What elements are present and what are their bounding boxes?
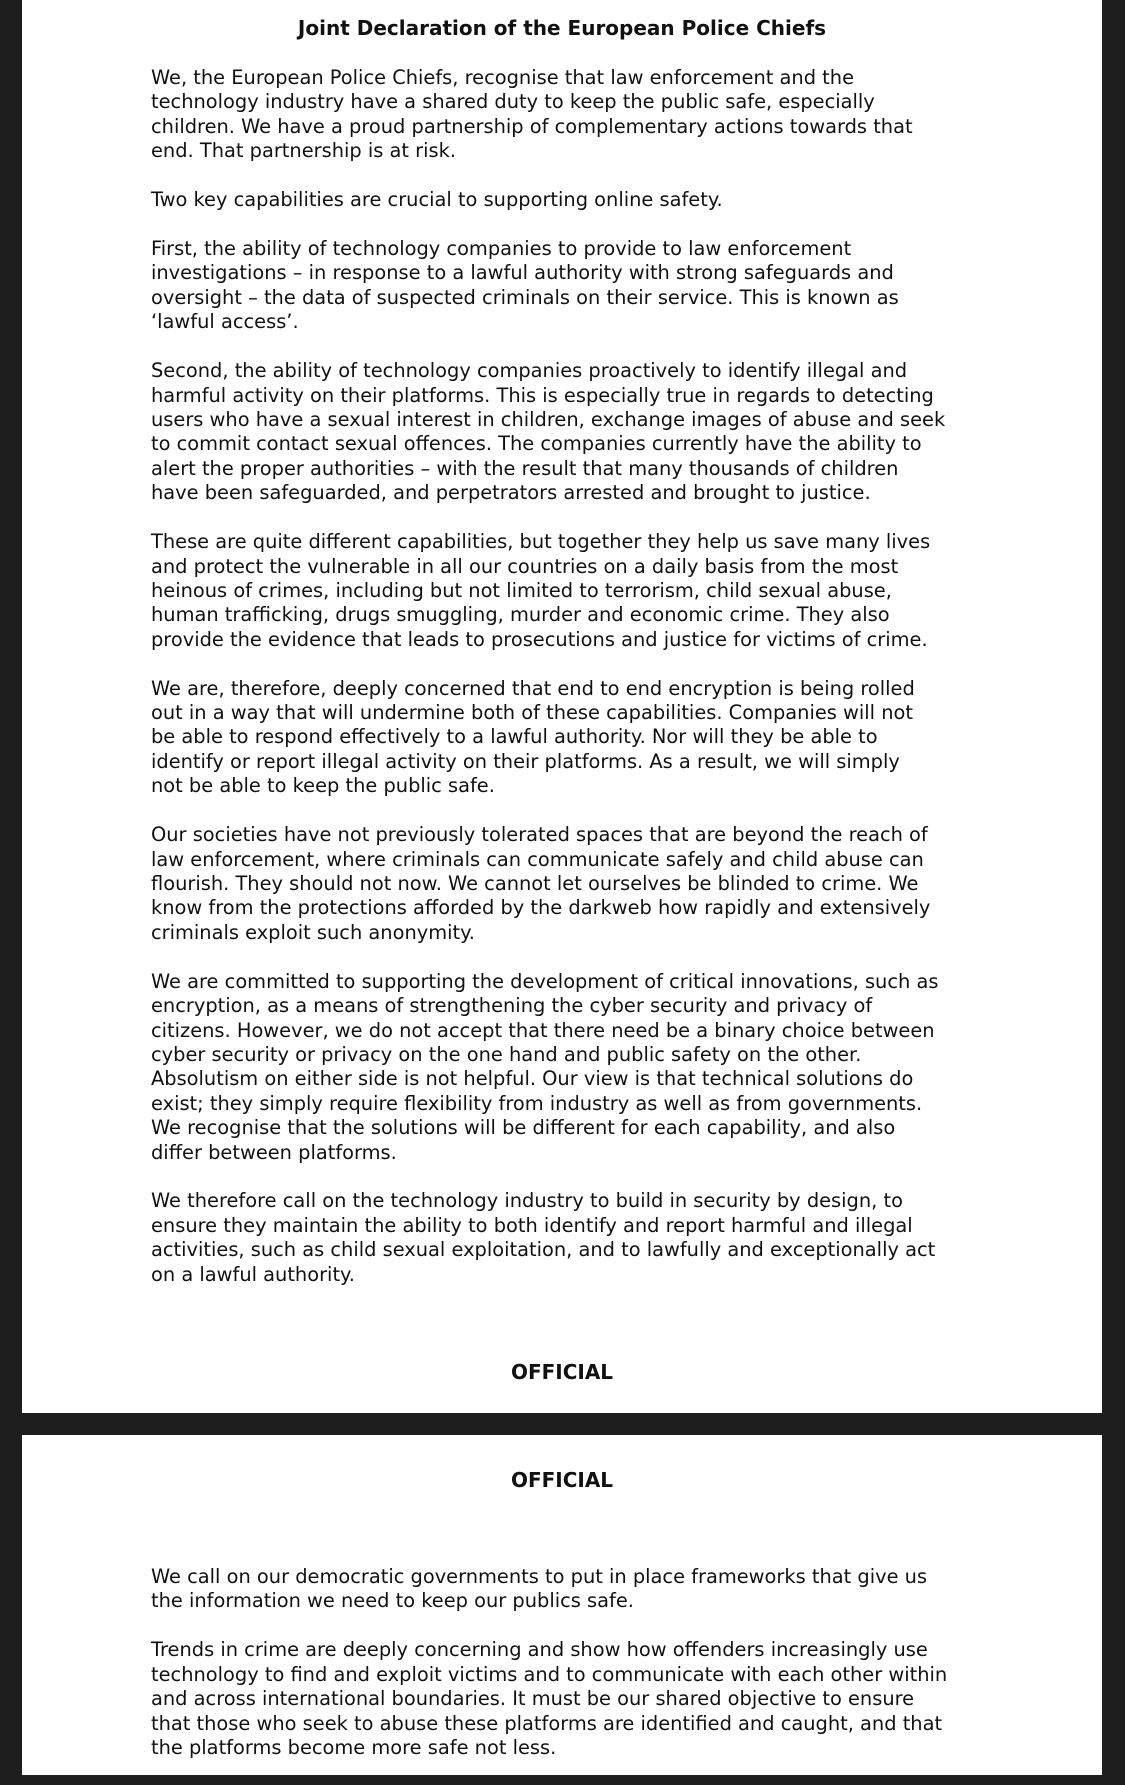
- paragraph: We are, therefore, deeply concerned that end to end encryption is being rolled out in a way that will undermine both of these capabilities. Companies will not be able to respond effectively to a lawful authority. Nor will they be able to identify or report illegal activity on their platforms. As a result, we will simply not be able to keep the public safe.: [151, 676, 915, 798]
- page-1-body: [151, 66, 1011, 1312]
- paragraph: These are quite different capabilities, but together they help us save many lives and protect the vulnerable in all our countries on a daily basis from the most heinous of crimes, including but not limited to terrorism, child sexual abuse, human trafficking, drugs smuggling, murder and economic crime. They also provide the evidence that leads to prosecutions and justice for victims of crime.: [151, 530, 931, 651]
- paragraph: We, the European Police Chiefs, recognise that law enforcement and the technology industry have a shared duty to keep the public safe, especially children. We have a proud partnership of complementary actions towards that end. That partnership is at risk.: [151, 66, 913, 163]
- paragraph: Trends in crime are deeply concerning and show how offenders increasingly use technology to find and exploit victims and to communicate with each other within and across international boundaries. It must be our shared objective to ensure that those who seek to abuse these platforms are identified and caught, and that the platforms become more safe not less.: [151, 1638, 948, 1759]
- document-page-1: [22, 0, 1102, 1413]
- paragraph: Our societies have not previously tolerated spaces that are beyond the reach of law enforcement, where criminals can communicate safely and child abuse can flourish. They should not now. We cannot let ourselves be blinded to crime. We know from the protections afforded by the darkweb how rapidly and extensively criminals exploit such anonymity.: [151, 823, 931, 944]
- paragraph: Two key capabilities are crucial to supporting online safety.: [151, 188, 723, 212]
- paragraph: We are committed to supporting the development of critical innovations, such as encryption, as a means of strengthening the cyber security and privacy of citizens. However, we do not accept that there need be a binary choice between cyber security or privacy on the one hand and public safety on the other. Absolutism on either side is not helpful. Our view is that technical solutions do exist; they simply require flexibility from industry as well as from governments. We recognise that the solutions will be different for each capability, and also differ between platforms.: [151, 969, 939, 1164]
- page-2-body: [151, 1565, 1011, 1785]
- paragraph: Second, the ability of technology companies proactively to identify illegal and harmful activity on their platforms. This is especially true in regards to detecting users who have a sexual interest in children, exchange images of abuse and seek to commit contact sexual offences. The companies currently have the ability to alert the proper authorities – with the result that many thousands of children have been safeguarded, and perpetrators arrested and brought to justice.: [151, 359, 946, 505]
- document-title: Joint Declaration of the European Police Chiefs: [297, 16, 827, 40]
- paragraph: We therefore call on the technology industry to build in security by design, to ensure they maintain the ability to both identify and report harmful and illegal activities, such as child sexual exploitation, and to lawfully and exceptionally act on a lawful authority.: [151, 1189, 936, 1286]
- classification-header: OFFICIAL: [510, 1468, 614, 1492]
- document-page-2: [22, 1435, 1102, 1775]
- classification-footer: OFFICIAL: [510, 1360, 614, 1384]
- paragraph: We call on our democratic governments to put in place frameworks that give us the information we need to keep our publics safe.: [151, 1565, 928, 1613]
- paragraph: First, the ability of technology companies to provide to law enforcement investigations – in response to a lawful authority with strong safeguards and oversight – the data of suspected criminals on their service. This is known as ‘lawful access’.: [151, 237, 899, 334]
